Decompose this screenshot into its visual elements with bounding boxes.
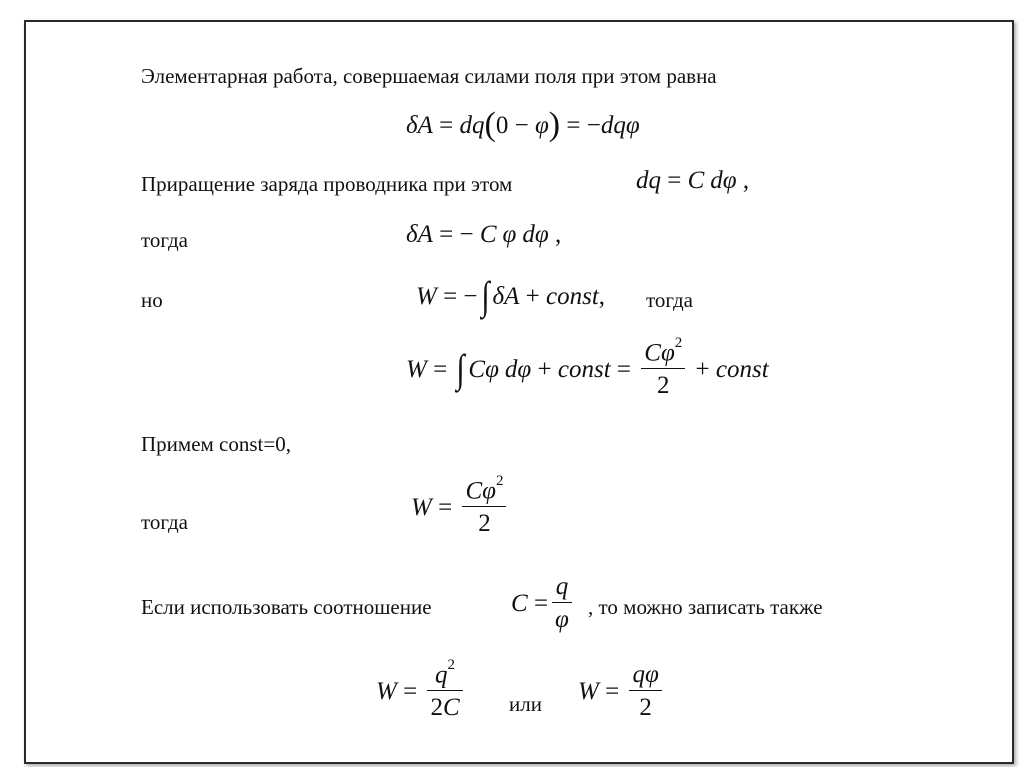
text-elementary-work: Элементарная работа, совершаемая силами поля при этом равна [141,64,717,88]
formula-w-qphi: W = $\frac{q\varphi}{2}$ [578,662,666,720]
text-then-1: тогда [141,228,188,252]
formula-w-q2: W = $\frac{q^2}{2C}$ [376,662,467,720]
formula-w-integral-1: W = − ∫ δA + const , [416,273,606,318]
text-if-use: Если использовать соотношение [141,595,432,619]
formula-delta-a-2: δA = − C φ dφ , [406,221,562,248]
text-but: но [141,288,163,312]
formula-c-equals: C = $\frac{q}{\varphi}$ [511,574,576,632]
formula-delta-a: δA = dq ( 0 − φ ) = − dqφ [406,106,640,143]
formula-dq: dq = C dφ , [636,167,750,194]
text-assume-const: Примем const=0, [141,432,291,456]
text-can-write: , то можно записать также [588,595,823,619]
document-frame [24,20,1014,764]
text-then-2: тогда [646,288,693,312]
text-charge-increment: Приращение заряда проводника при этом [141,172,513,196]
text-or: или [509,692,542,716]
formula-w-integral-2: W = ∫ Cφ dφ + const = $\frac{C\varphi^2}{2}$ + const [406,335,769,400]
formula-w-final: W = $\frac{C\varphi^2}{2}$ [411,478,510,536]
text-then-3: тогда [141,510,188,534]
